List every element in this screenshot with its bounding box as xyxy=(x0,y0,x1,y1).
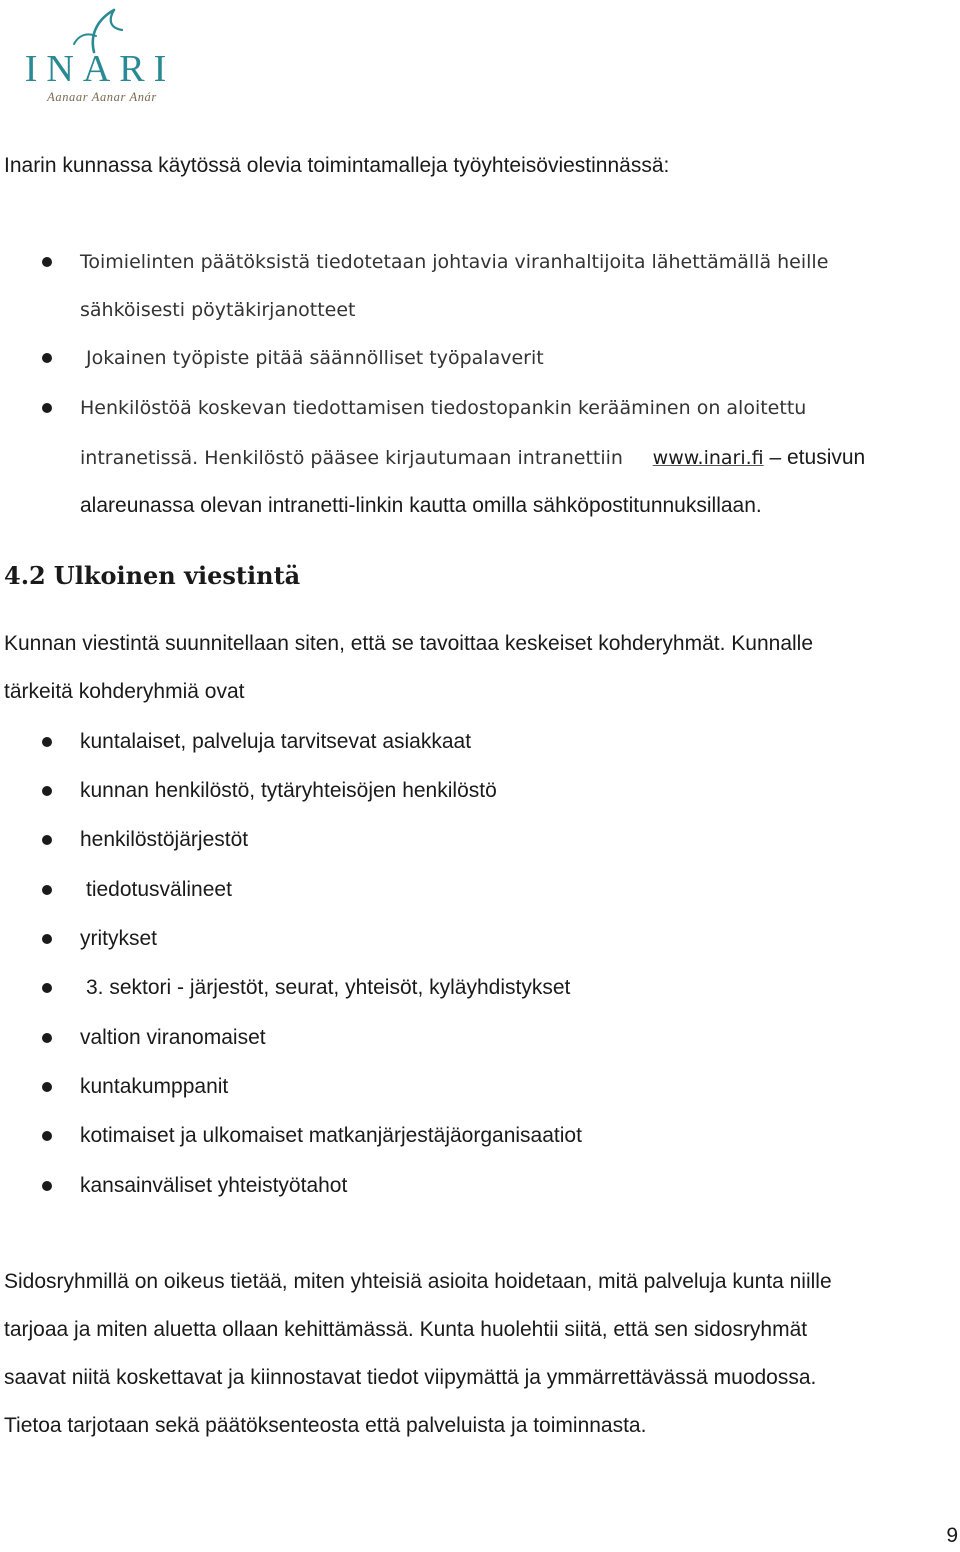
paragraph-line: saavat niitä koskettavat ja kiinnostavat tiedot viipymättä ja ymmärrettävässä muodossa. xyxy=(4,1366,817,1389)
logo-wordmark: INARI xyxy=(24,48,176,90)
list-item-continuation xyxy=(80,434,865,482)
list-item xyxy=(0,816,960,864)
section-number: 4.2 xyxy=(4,561,46,590)
list-item xyxy=(0,866,960,914)
list-item xyxy=(0,1063,960,1111)
list-item-text: kuntakumppanit xyxy=(80,1075,229,1098)
section-title: Ulkoinen viestintä xyxy=(53,561,301,590)
section-heading xyxy=(4,556,300,596)
list-item xyxy=(0,1014,960,1062)
list-item-text: Jokainen työpiste pitää säännölliset työpalaverit xyxy=(86,347,544,369)
list-item xyxy=(0,718,960,766)
bullet-icon xyxy=(42,934,52,944)
logo-tagline: Aanaar Aanar Anár xyxy=(47,90,157,104)
list-item-text: kunnan henkilöstö, tytäryhteisöjen henkilöstö xyxy=(80,779,497,802)
bullet-icon xyxy=(42,353,52,363)
list-item-continuation: alareunassa olevan intranetti-linkin kautta omilla sähköpostitunnuksillaan. xyxy=(80,494,762,517)
list-item-text: kansainväliset yhteistyötahot xyxy=(80,1174,348,1197)
inari-logo xyxy=(8,6,188,106)
section-intro-line: Kunnan viestintä suunnitellaan siten, että se tavoittaa keskeiset kohderyhmät. Kunnalle xyxy=(4,632,814,655)
section-intro-line: tärkeitä kohderyhmiä ovat xyxy=(4,680,245,703)
bullet-icon xyxy=(42,257,52,267)
bullet-icon xyxy=(42,885,52,895)
list-item-continuation: sähköisesti pöytäkirjanotteet xyxy=(80,299,356,321)
intro-paragraph: Inarin kunnassa käytössä olevia toimintamalleja työyhteisöviestinnässä: xyxy=(4,154,670,177)
bullet-icon xyxy=(42,1033,52,1043)
list-item-text: – etusivun xyxy=(769,446,866,469)
list-item xyxy=(0,915,960,963)
list-item xyxy=(0,767,960,815)
paragraph-line: tarjoaa ja miten aluetta ollaan kehittämässä. Kunta huolehtii siitä, että sen sidosryhmät xyxy=(4,1318,808,1341)
list-item-text: yritykset xyxy=(80,927,158,950)
list-item xyxy=(0,964,960,1012)
list-item-text: valtion viranomaiset xyxy=(80,1026,266,1049)
list-item-text: 3. sektori - järjestöt, seurat, yhteisöt, kyläyhdistykset xyxy=(86,976,571,999)
list-item-text: tiedotusvälineet xyxy=(86,878,232,901)
list-item-text: intranetissä. Henkilöstö pääsee kirjautumaan intranettiin xyxy=(80,447,623,469)
paragraph-line: Sidosryhmillä on oikeus tietää, miten yhteisiä asioita hoidetaan, mitä palveluja kunta niille xyxy=(4,1270,832,1293)
list-item xyxy=(0,238,960,286)
bullet-icon xyxy=(42,835,52,845)
page-number: 9 xyxy=(946,1524,958,1547)
list-item-text: kotimaiset ja ulkomaiset matkanjärjestäjäorganisaatiot xyxy=(80,1124,582,1147)
list-item xyxy=(0,334,960,382)
bullet-icon xyxy=(42,737,52,747)
bullet-icon xyxy=(42,1181,52,1191)
list-item-text: Toimielinten päätöksistä tiedotetaan johtavia viranhaltijoita lähettämällä heille xyxy=(80,251,829,273)
bullet-icon xyxy=(42,1082,52,1092)
inari-website-link[interactable]: www.inari.fi xyxy=(652,447,764,469)
bullet-icon xyxy=(42,1131,52,1141)
list-item xyxy=(0,1162,960,1210)
list-item xyxy=(0,384,960,432)
bullet-icon xyxy=(42,403,52,413)
list-item-text: Henkilöstöä koskevan tiedottamisen tiedostopankin kerääminen on aloitettu xyxy=(80,397,807,419)
list-item xyxy=(0,1112,960,1160)
paragraph-line: Tietoa tarjotaan sekä päätöksenteosta että palveluista ja toiminnasta. xyxy=(4,1414,647,1437)
list-item-text: henkilöstöjärjestöt xyxy=(80,828,249,851)
list-item-text: kuntalaiset, palveluja tarvitsevat asiakkaat xyxy=(80,730,472,753)
bullet-icon xyxy=(42,786,52,796)
bullet-icon xyxy=(42,983,52,993)
